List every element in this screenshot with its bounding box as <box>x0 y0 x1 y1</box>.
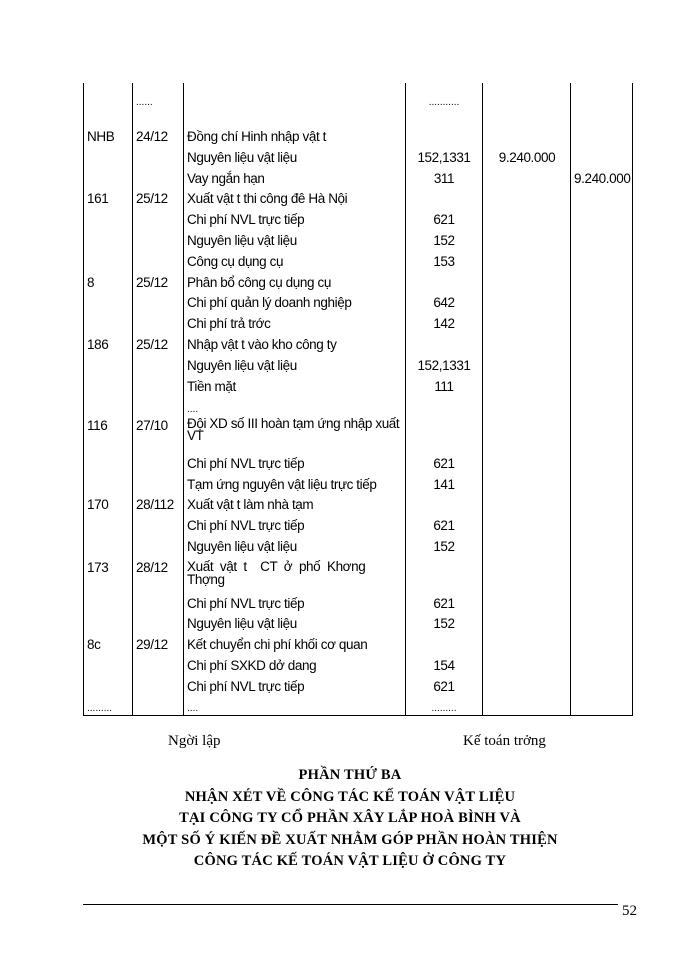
table-cell-description: Nguyên liệu vật liệu <box>187 616 297 631</box>
table-cell-credit: 9.240.000 <box>574 171 631 186</box>
table-cell-description: Nguyên liệu vật liệu <box>187 539 297 554</box>
table-cell-voucher: 116 <box>87 418 108 433</box>
table-cell-description: Xuất vật t làm nhà tạm <box>187 497 314 512</box>
table-cell-description: Chi phí NVL trực tiếp <box>187 518 305 533</box>
table-cell-date: 25/12 <box>136 275 168 290</box>
table-cell-description: Đội XD số III hoàn tạm ứng nhập xuất VT <box>187 416 400 443</box>
table-cell-date: 29/12 <box>136 637 168 652</box>
table-cell-description: Chi phí NVL trực tiếp <box>187 596 305 611</box>
table-cell-voucher: 161 <box>87 191 109 206</box>
table-cell-account: ......... <box>431 703 457 714</box>
table-cell-description: Nguyên liệu vật liệu <box>187 150 297 165</box>
table-cell-account: 141 <box>433 477 455 492</box>
column-divider <box>405 83 406 715</box>
table-cell-voucher: 8 <box>87 275 95 290</box>
table-cell-account: 642 <box>433 295 455 310</box>
chief-accountant-signature-label: Kế toán trởng <box>463 733 546 749</box>
table-cell-description: Chi phí NVL trực tiếp <box>187 679 305 694</box>
section-heading <box>0 765 700 873</box>
table-cell-date: 28/112 <box>136 497 174 512</box>
table-cell-account: 152,1331 <box>417 150 471 165</box>
table-cell-date: ...... <box>136 97 153 108</box>
table-cell-voucher: 8c <box>87 637 101 652</box>
table-cell-account: 621 <box>433 456 455 471</box>
heading-line: CÔNG TÁC KẾ TOÁN VẬT LIỆU Ở CÔNG TY <box>193 853 507 869</box>
table-cell-account: 621 <box>433 596 455 611</box>
heading-line: TẠI CÔNG TY CỔ PHẦN XÂY LẮP HOÀ BÌNH VÀ <box>179 810 521 826</box>
column-divider <box>482 83 483 715</box>
table-cell-account: 142 <box>433 316 455 331</box>
table-cell-account: 152,1331 <box>417 358 471 373</box>
table-cell-account: 621 <box>433 212 455 227</box>
table-cell-voucher: NHB <box>87 129 115 144</box>
table-cell-description: Xuất vật t CT ở phố Khơng Thợng <box>187 559 369 587</box>
table-cell-voucher: 170 <box>87 497 109 512</box>
ledger-table <box>83 83 633 716</box>
table-cell-account: 152 <box>433 233 455 248</box>
preparer-signature-label: Ngời lập <box>168 733 221 749</box>
table-cell-date: 28/12 <box>136 560 168 575</box>
footer-divider <box>83 904 618 905</box>
table-cell-account: 152 <box>433 539 455 554</box>
table-cell-date: 24/12 <box>136 129 168 144</box>
table-cell-voucher: 173 <box>87 560 109 575</box>
table-cell-description: Kết chuyển chi phí khối cơ quan <box>187 637 368 652</box>
table-cell-date: 25/12 <box>136 337 168 352</box>
table-cell-account: 311 <box>433 171 455 186</box>
table-cell-description: Chi phí quản lý doanh nghiệp <box>187 295 352 310</box>
table-cell-description: Xuất vật t thi công đê Hà Nội <box>187 191 348 206</box>
table-cell-date: 27/10 <box>136 418 168 433</box>
table-cell-description: Chi phí SXKD dở dang <box>187 658 317 673</box>
table-cell-date: 25/12 <box>136 191 168 206</box>
table-cell-description: Nguyên liệu vật liệu <box>187 358 297 373</box>
table-cell-description: Vay ngắn hạn <box>187 171 265 186</box>
table-cell-description: Chi phí NVL trực tiếp <box>187 212 305 227</box>
heading-line: MỘT SỐ Ý KIẾN ĐỀ XUẤT NHẰM GÓP PHẦN HOÀN THIỆN <box>142 831 558 848</box>
table-cell-account: 152 <box>433 616 455 631</box>
part-title: PHẦN THỨ BA <box>298 767 402 783</box>
table-cell-debit: 9.240.000 <box>498 150 556 165</box>
table-cell-description: Chi phí trả trớc <box>187 316 271 331</box>
table-cell-account: 621 <box>433 679 455 694</box>
heading-line: NHẬN XÉT VỀ CÔNG TÁC KẾ TOÁN VẬT LIỆU <box>184 788 516 805</box>
table-cell-account: 154 <box>433 658 455 673</box>
column-divider <box>132 83 133 715</box>
table-cell-account: ........... <box>428 97 460 108</box>
table-cell-description: .... <box>187 703 199 714</box>
column-divider <box>570 83 571 715</box>
table-cell-voucher: 186 <box>87 337 109 352</box>
table-cell-description: Công cụ dụng cụ <box>187 254 284 269</box>
table-cell-account: 621 <box>433 518 455 533</box>
table-cell-description: .... <box>187 404 199 415</box>
table-cell-account: 111 <box>434 379 454 394</box>
table-cell-description: Tạm ứng nguyên vật liệu trực tiếp <box>187 477 377 492</box>
table-cell-description: Chi phí NVL trực tiếp <box>187 456 305 471</box>
page-number: 52 <box>622 903 637 919</box>
table-cell-account: 153 <box>433 254 455 269</box>
table-cell-voucher: ......... <box>87 703 113 714</box>
column-divider <box>183 83 184 715</box>
table-cell-description: Nguyên liệu vật liệu <box>187 233 297 248</box>
table-cell-description: Đồng chí Hinh nhập vật t <box>187 129 326 144</box>
table-cell-description: Tiền mặt <box>187 379 236 394</box>
table-cell-description: Phân bổ công cụ dụng cụ <box>187 275 331 290</box>
table-cell-description: Nhập vật t vào kho công ty <box>187 337 337 352</box>
